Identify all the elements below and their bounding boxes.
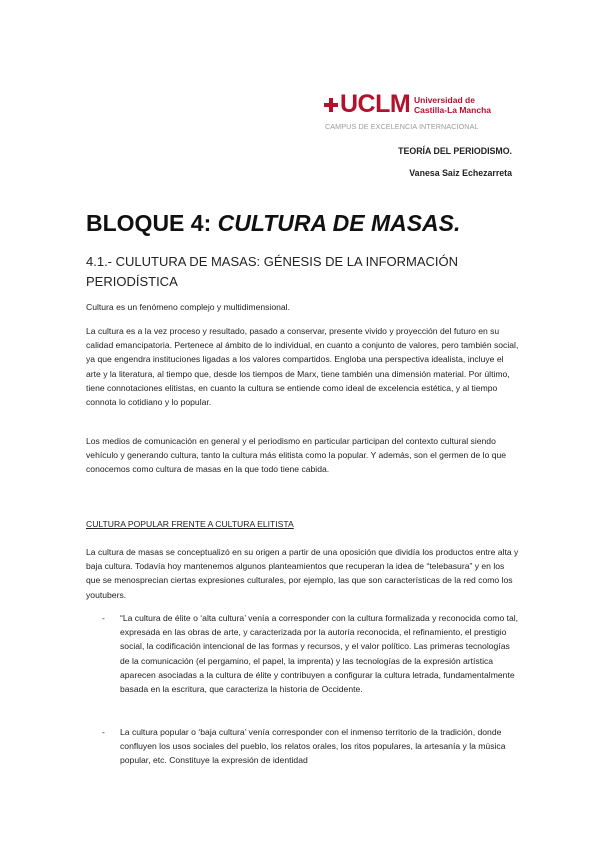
paragraph-mass-culture: La cultura de masas se conceptualizó en su origen a partir de una oposición que dividía los productos entre alta y baja cultura. Todavía hoy mantenemos algunos planteamientos que recuperan la idea de “telebasura” y en los que se menosprecian ciertas expresiones culturales, por ejemplo, las que son características de la red como los youtubers. <box>86 547 519 600</box>
page-title <box>86 210 460 237</box>
bullet-text-popular-culture: La cultura popular o ‘baja cultura’ venía corresponder con el inmenso territorio de la tradición, donde confluyen los usos sociales del pueblo, los relatos orales, los ritos populares, la artesanía y la música popular, etc. Constituye la expresión de identidad <box>120 727 506 766</box>
title-italic: CULTURA DE MASAS. <box>217 210 461 236</box>
bullet-text-elite-culture: “La cultura de élite o ‘alta cultura’ venía a corresponder con la cultura formalizada y reconocida como tal, expresada en las obras de arte, y caracterizada por la autoría reconocida, el refinamiento, el prestigio social, la codificación intencional de las formas y recursos, y el valor político. Las primeras tecnologías de la comunicación (el pergamino, el papel, la imprenta) y las tecnologías de la expresión artística aparecen asociadas a la cultura de élite y contribuyen a configurar la cultura letrada, fundamentalmente basada en la escritura, que caracteriza la historia de Occidente. <box>120 613 519 695</box>
logo-university-name: Universidad de Castilla-La Mancha <box>414 95 491 115</box>
course-name: TEORÍA DEL PERIODISMO. <box>398 146 512 156</box>
university-logo <box>324 68 524 132</box>
paragraph-intro: Cultura es un fenómeno complejo y multidimensional. <box>86 302 290 312</box>
title-prefix: BLOQUE 4: <box>86 210 212 236</box>
section-heading: CULTURA POPULAR FRENTE A CULTURA ELITISTA <box>86 519 294 529</box>
section-subtitle: 4.1.- CULUTURA DE MASAS: GÉNESIS DE LA INFORMACIÓN PERIODÍSTICA <box>86 254 459 289</box>
author-name: Vanesa Saiz Echezarreta <box>409 168 512 178</box>
logo-ucm-text: UCLM <box>340 90 411 118</box>
uclm-emblem-icon <box>324 98 338 112</box>
paragraph-media: Los medios de comunicación en general y el periodismo en particular participan del contexto cultural siendo vehículo y generando cultura, tanto la cultura más elitista como la popular. Y además, son el germen de lo que conocemos como cultura de masas en la que todo tiene cabida. <box>86 436 507 475</box>
paragraph-definition: La cultura es a la vez proceso y resultado, pasado a conservar, presente vivido y proyección del futuro en su calidad emancipatoria. Pertenece al ámbito de lo individual, en cuanto a conjunto de valores, pero también social, ya que engendra instituciones ligadas a los valores compartidos. Engloba una perspectiva idealista, incluye el arte y la literatura, al tiempo que, desde los tiempos de Marx, tiene también una dimensión material. Por último, tiene connotaciones elitistas, en cuanto la cultura se entiende como ideal de excelencia estética, y al tiempo connota lo cotidiano y lo popular. <box>86 326 519 408</box>
logo-campus-text: CAMPUS DE EXCELENCIA INTERNACIONAL <box>325 122 479 131</box>
bullet-marker: - <box>102 727 105 737</box>
bullet-marker: - <box>102 613 105 623</box>
